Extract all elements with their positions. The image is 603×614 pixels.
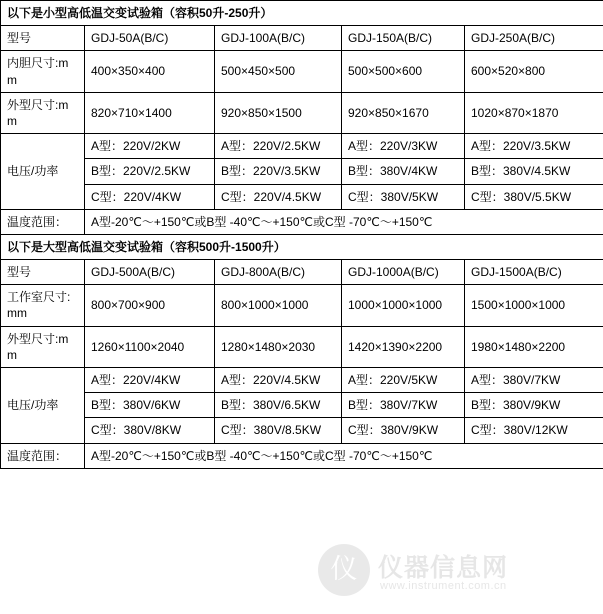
voltage-cell: C型：380V/9KW (342, 418, 465, 443)
watermark-title: 仪器信息网 (378, 554, 509, 582)
voltage-cell: A型：220V/3KW (342, 134, 465, 159)
section-title-row (1, 1, 603, 26)
table-row (1, 260, 603, 285)
table-cell: 1980×1480×2200 (465, 326, 603, 367)
voltage-cell: B型：380V/6.5KW (215, 393, 342, 418)
temperature-value: A型-20℃～+150℃或B型 -40℃～+150℃或C型 -70℃～+150℃ (85, 209, 603, 234)
table-cell: 800×1000×1000 (215, 285, 342, 326)
table-cell: 800×700×900 (85, 285, 215, 326)
table-cell: 1280×1480×2030 (215, 326, 342, 367)
table-cell: GDJ-1500A(B/C) (465, 260, 603, 285)
table-row (1, 326, 603, 367)
voltage-cell: A型：220V/2.5KW (215, 134, 342, 159)
table-cell: GDJ-250A(B/C) (465, 26, 603, 51)
voltage-row (1, 134, 603, 159)
row-label: 内胆尺寸:mm (1, 51, 85, 92)
voltage-label: 电压/功率 (1, 134, 85, 210)
table-cell: 920×850×1500 (215, 92, 342, 133)
table-cell: GDJ-50A(B/C) (85, 26, 215, 51)
row-label: 外型尺寸:mm (1, 92, 85, 133)
voltage-cell: C型：380V/5.5KW (465, 184, 603, 209)
temperature-row (1, 443, 603, 468)
table-cell: GDJ-500A(B/C) (85, 260, 215, 285)
voltage-cell: B型：380V/9KW (465, 393, 603, 418)
table-cell: GDJ-1000A(B/C) (342, 260, 465, 285)
table-row (1, 92, 603, 133)
section-title: 以下是大型高低温交变试验箱（容积500升-1500升） (1, 234, 603, 259)
voltage-row (1, 184, 603, 209)
row-label: 型号 (1, 260, 85, 285)
table-cell: 920×850×1670 (342, 92, 465, 133)
voltage-row (1, 418, 603, 443)
section-title-row (1, 234, 603, 259)
voltage-row (1, 159, 603, 184)
voltage-row (1, 368, 603, 393)
table-cell: 600×520×800 (465, 51, 603, 92)
table-cell: 1000×1000×1000 (342, 285, 465, 326)
temperature-label: 温度范围： (1, 209, 85, 234)
temperature-row (1, 209, 603, 234)
table-cell: 1500×1000×1000 (465, 285, 603, 326)
table-cell: GDJ-150A(B/C) (342, 26, 465, 51)
voltage-cell: B型：220V/3.5KW (215, 159, 342, 184)
watermark-logo-icon: 仪 (318, 544, 370, 596)
section-title: 以下是小型高低温交变试验箱（容积50升-250升） (1, 1, 603, 26)
temperature-value: A型-20℃～+150℃或B型 -40℃～+150℃或C型 -70℃～+150℃ (85, 443, 603, 468)
row-label: 型号 (1, 26, 85, 51)
voltage-cell: C型：380V/8KW (85, 418, 215, 443)
row-label: 外型尺寸:mm (1, 326, 85, 367)
voltage-cell: B型：380V/4.5KW (465, 159, 603, 184)
voltage-cell: B型：380V/6KW (85, 393, 215, 418)
voltage-cell: B型：380V/4KW (342, 159, 465, 184)
temperature-label: 温度范围： (1, 443, 85, 468)
voltage-cell: C型：380V/8.5KW (215, 418, 342, 443)
voltage-cell: B型：220V/2.5KW (85, 159, 215, 184)
table-cell: 1020×870×1870 (465, 92, 603, 133)
voltage-cell: A型：220V/3.5KW (465, 134, 603, 159)
voltage-cell: A型：220V/5KW (342, 368, 465, 393)
table-cell: GDJ-800A(B/C) (215, 260, 342, 285)
table-cell: 400×350×400 (85, 51, 215, 92)
table-cell: 500×450×500 (215, 51, 342, 92)
row-label: 工作室尺寸:mm (1, 285, 85, 326)
table-row (1, 26, 603, 51)
voltage-cell: A型：220V/4.5KW (215, 368, 342, 393)
voltage-row (1, 393, 603, 418)
table-cell: 1420×1390×2200 (342, 326, 465, 367)
voltage-cell: A型：220V/4KW (85, 368, 215, 393)
table-row (1, 285, 603, 326)
table-cell: 1260×1100×2040 (85, 326, 215, 367)
voltage-cell: B型：380V/7KW (342, 393, 465, 418)
voltage-cell: C型：380V/12KW (465, 418, 603, 443)
table-row (1, 51, 603, 92)
watermark (318, 540, 598, 610)
table-cell: GDJ-100A(B/C) (215, 26, 342, 51)
watermark-subtitle: www.instrument.com.cn (380, 580, 507, 592)
voltage-cell: C型：220V/4.5KW (215, 184, 342, 209)
voltage-cell: A型：380V/7KW (465, 368, 603, 393)
voltage-cell: A型：220V/2KW (85, 134, 215, 159)
voltage-cell: C型：380V/5KW (342, 184, 465, 209)
voltage-label: 电压/功率 (1, 368, 85, 444)
table-cell: 820×710×1400 (85, 92, 215, 133)
voltage-cell: C型：220V/4KW (85, 184, 215, 209)
table-cell: 500×500×600 (342, 51, 465, 92)
